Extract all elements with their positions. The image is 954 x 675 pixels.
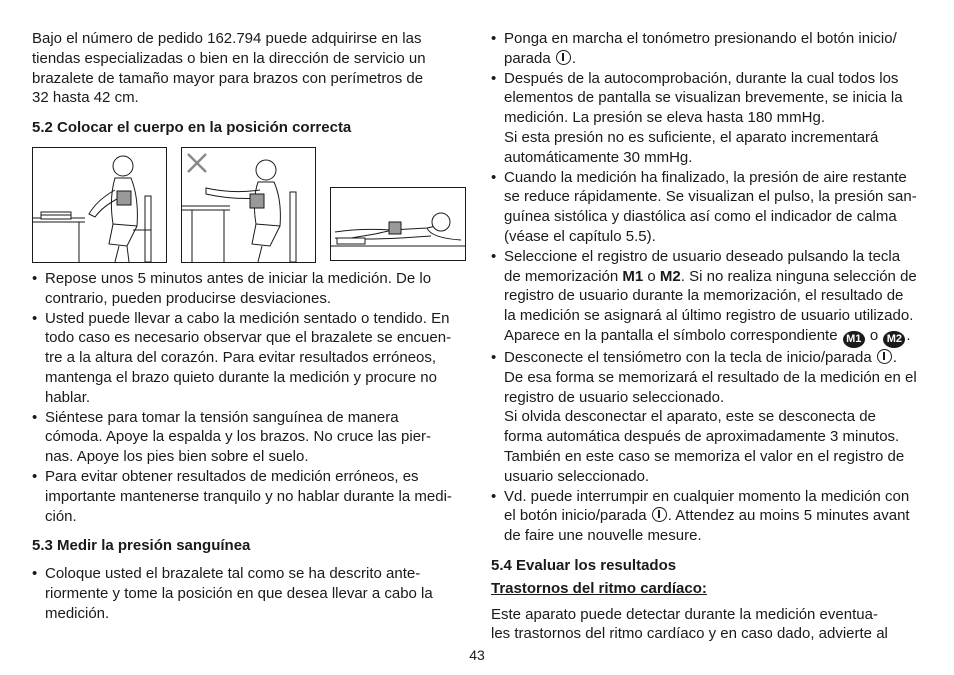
text-line: de memorización M1 o M2. Si no realiza ninguna selección de (504, 267, 917, 285)
measure-bullet-list (32, 564, 468, 623)
text-line: guínea sistólica y diastólica así como el indicador de calma (504, 208, 897, 226)
subheading-arrhythmia: Trastornos del ritmo cardíaco: (491, 579, 707, 597)
text-line: • Ponga en marcha el tonómetro presionando el botón inicio/ (504, 30, 897, 47)
text-line: forma automática después de aproximadamente 3 minutos. (504, 428, 900, 446)
list-item (32, 269, 468, 309)
text-line: También en este caso se memoriza el valor en el registro de (504, 447, 905, 465)
section-heading-5-2: 5.2 Colocar el cuerpo en la posición correcta (32, 119, 352, 137)
list-item (491, 247, 923, 348)
text-line: de faire une nouvelle mesure. (504, 527, 702, 545)
text-line: De esa forma se memorizará el resultado de la medición en el (504, 368, 917, 386)
power-symbol-icon (877, 349, 892, 364)
procedure-bullet-list (491, 29, 923, 546)
section-heading-5-3: 5.3 Medir la presión sanguínea (32, 537, 251, 555)
posture-bullet-list (32, 269, 468, 526)
text-line: brazalete de tamaño mayor para brazos con perímetros de (32, 69, 424, 87)
list-item (32, 408, 468, 467)
text-line: la medición se asignará al último registro de usuario utilizado. (504, 307, 914, 325)
power-symbol-icon (556, 50, 571, 65)
text-line: • Usted puede llevar a cabo la medición sentado o tendido. En (45, 309, 450, 327)
text-line: Si esta presión no es suficiente, el aparato incrementará (504, 128, 879, 146)
text-line: Si olvida desconectar el aparato, este se desconecta de (504, 408, 876, 426)
text-line: (véase el capítulo 5.5). (504, 227, 656, 245)
lying-position-illustration (330, 187, 466, 261)
text-line: tiendas especializadas o bien en la dirección de servicio un (32, 49, 426, 67)
right-column (491, 29, 923, 644)
intro-paragraph (32, 29, 468, 108)
text-line: automáticamente 30 mmHg. (504, 148, 693, 166)
text-line: importante mantenerse tranquilo y no hablar durante la medi- (45, 487, 452, 505)
text-line: • Después de la autocomprobación, durante la cual todos los (504, 69, 899, 87)
text-line: les trastornos del ritmo cardíaco y en caso dado, advierte al (491, 625, 888, 643)
text-line: elementos de pantalla se visualizan brevemente, se inicia la (504, 89, 903, 107)
list-item (491, 69, 923, 168)
text-line: • Coloque usted el brazalete tal como se ha descrito ante- (45, 565, 421, 583)
seated-incorrect-illustration (181, 147, 316, 263)
memory-badge-m2-icon: M2 (883, 331, 905, 348)
power-symbol-icon (652, 507, 667, 522)
text-line: se reduce rápidamente. Se visualizan el pulso, la presión san- (504, 188, 917, 206)
text-line: ción. (45, 507, 77, 525)
text-line: parada . (504, 49, 577, 67)
text-line: Aparece en la pantalla el símbolo correspondiente M1 o M2 . (504, 326, 923, 348)
text-line: • Cuando la medición ha finalizado, la presión de aire restante (504, 168, 907, 186)
text-line: registro de usuario durante la memorización, el resultado de (504, 287, 904, 305)
text-line: todo caso es necesario observar que el brazalete se encuen- (45, 329, 452, 347)
text-line: • Seleccione el registro de usuario deseado pulsando la tecla (504, 247, 901, 265)
text-line: contrario, pueden producirse desviaciones. (45, 289, 332, 307)
text-line: usuario seleccionado. (504, 467, 650, 485)
list-item (491, 29, 923, 69)
list-item (32, 309, 468, 408)
text-line: el botón inicio/parada . Attendez au moins 5 minutes avant (504, 507, 910, 525)
list-item (32, 564, 468, 623)
text-line: Este aparato puede detectar durante la medición eventua- (491, 605, 878, 623)
text-line: riormente y tome la posición en que desea llevar a cabo la (45, 584, 433, 602)
list-item (491, 348, 923, 487)
text-line: nas. Apoye los pies bien sobre el suelo. (45, 448, 309, 466)
left-column (32, 29, 468, 624)
text-line: • Siéntese para tomar la tensión sanguínea de manera (45, 408, 399, 426)
seated-correct-illustration (32, 147, 167, 263)
list-item (32, 467, 468, 526)
text-line: Bajo el número de pedido 162.794 puede adquirirse en las (32, 30, 422, 47)
text-line: tre a la altura del corazón. Para evitar resultados erróneos, (45, 349, 437, 367)
m1-key-label: M1 (622, 267, 644, 285)
text-line: cómoda. Apoye la espalda y los brazos. No cruce las pier- (45, 428, 432, 446)
text-line: registro de usuario seleccionado. (504, 388, 725, 406)
m2-key-label: M2 (659, 267, 681, 285)
text-line: • Repose unos 5 minutos antes de iniciar la medición. De lo (45, 269, 432, 287)
text-line: medición. (45, 604, 110, 622)
memory-badge-m1-icon: M1 (843, 331, 865, 348)
text-line: • Para evitar obtener resultados de medición erróneos, es (45, 467, 419, 485)
section-heading-5-4: 5.4 Evaluar los resultados (491, 556, 677, 574)
list-item (491, 168, 923, 247)
page-number: 43 (469, 647, 485, 663)
text-line: • Desconecte el tensiómetro con la tecla de inicio/parada . (504, 348, 898, 366)
text-line: mantenga el brazo quieto durante la medición y procure no (45, 368, 437, 386)
text-line: medición. La presión se eleva hasta 180 mmHg. (504, 109, 826, 127)
text-line: • Vd. puede interrumpir en cualquier momento la medición con (504, 487, 910, 505)
arrhythmia-paragraph (491, 605, 923, 645)
posture-illustrations (32, 147, 468, 263)
text-line: hablar. (45, 388, 91, 406)
list-item (491, 487, 923, 546)
text-line: 32 hasta 42 cm. (32, 89, 139, 107)
